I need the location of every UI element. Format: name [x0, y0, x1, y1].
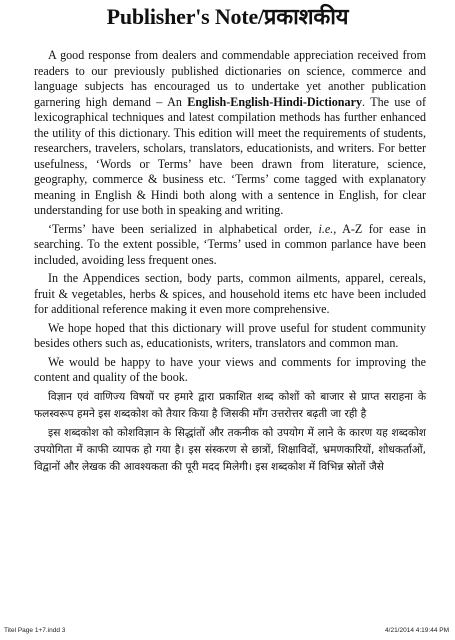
paragraph-hindi-techniques: इस शब्दकोश को कोशविज्ञान के सिद्धांतों और तकनीक को उपयोग में लाने के कारण यह शब्दकोश उपयोगिता में काफी व्यापक हो गया है। इस संस्करण से छात्रों, शिक्षाविदों, भ्रमणकारियों, शोधकर्ताओं, विद्वानों और लेखक की आवश्यकता की पूरी मदद मिलेगी। इस शब्दकोश में विभिन्न स्रोतों जैसे — [34, 426, 426, 473]
print-footer — [0, 627, 455, 637]
paragraph-intro — [34, 48, 426, 219]
paragraph-intro-text-a: A good response from dealers and commendable appreciation received from readers to our previously published dictionaries on science, commerce and language subjects has encouraged us to undertake yet another publication garnering high demand – An — [34, 48, 426, 109]
paragraph-appendices: In the Appendices section, body parts, common ailments, apparel, cereals, fruit & vegetables, herbs & spices, and household items etc have been included for additional reference making it even more comprehensive. — [34, 271, 426, 316]
dictionary-name: English-English-Hindi-Dictionary — [187, 94, 362, 109]
paragraph-terms-text-a: ‘Terms’ have been serialized in alphabetical order, — [48, 221, 319, 236]
body-text — [34, 48, 426, 478]
paragraph-feedback: We would be happy to have your views and comments for improving the content and quality of the book. — [34, 354, 426, 384]
page-title: Publisher's Note/प्रकाशकीय — [106, 4, 349, 29]
ie-abbreviation: i.e., — [318, 221, 337, 236]
paragraph-terms-order — [34, 222, 426, 269]
paragraph-intro-text-b: . The use of lexicographical techniques and latest compilation methods has further enhanced the utility of this dictionary. This edition will meet the requirements of students, researchers, travelers, scholars, translators, educationists, and writers. For better usefulness, ‘Words or Terms’ have been drawn from literature, science, geography, commerce & business etc. ‘Terms’ come tagged with explanatory meaning in English & Hindi both along with a sentence in English, for clear understanding for use both in speaking and writing. — [34, 94, 426, 217]
paragraph-terms-text-b: A-Z for ease in searching. To the extent possible, ‘Terms’ used in common parlance have been included, avoiding less frequent ones. — [34, 221, 426, 267]
footer-timestamp: 4/21/2014 4:19:44 PM — [385, 627, 449, 634]
paragraph-hindi-intro: विज्ञान एवं वाणिज्य विषयों पर हमारे द्वारा प्रकाशित शब्द कोशों को बाजार से प्राप्त सराहना के फलस्वरूप हमने इस शब्दकोश को तैयार किया है जिसकी माँग उत्तरोत्तर बढ़ती जा रही है — [34, 390, 426, 420]
paragraph-hope: We hope hoped that this dictionary will prove useful for student community besides others such as, educationists, writers, translators and common man. — [34, 320, 426, 350]
footer-filename: Titel Page 1+7.indd 3 — [4, 627, 66, 634]
